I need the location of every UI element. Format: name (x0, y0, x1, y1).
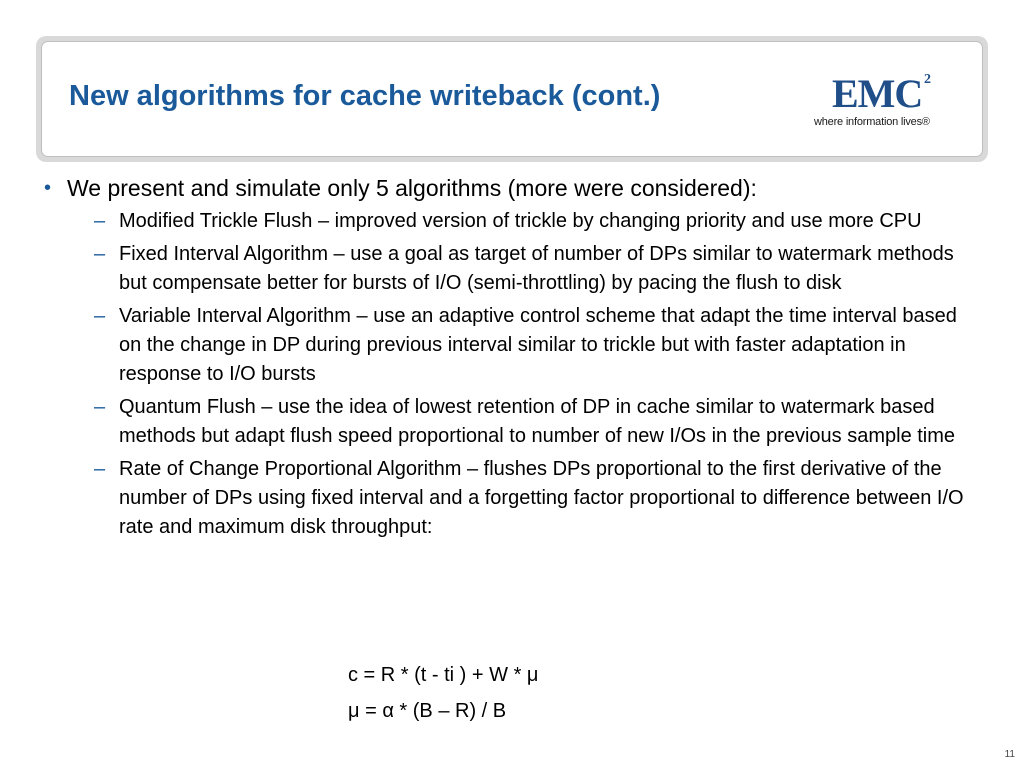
sub-bullet-variable-interval (44, 302, 974, 389)
formula-mu: μ = α * (B – R) / B (348, 700, 507, 722)
formula-c: c = R * (t - ti ) + W * μ (348, 664, 539, 686)
sub-bullet-text: Variable Interval Algorithm – use an adaptive control scheme that adapt the time interval based on the change in DP during previous interval similar to trickle but with faster adaptation in response to I/O bursts (119, 305, 957, 385)
slide-content (44, 173, 974, 546)
dash-icon: – (94, 458, 106, 480)
logo-mark: EMC (832, 71, 923, 116)
dash-icon: – (94, 305, 106, 327)
main-bullet-text: We present and simulate only 5 algorithms (more were considered): (67, 175, 757, 201)
logo-tagline: where information lives® (814, 116, 930, 128)
dash-icon: – (94, 396, 106, 418)
emc-logo (780, 71, 945, 128)
dash-icon: – (94, 243, 106, 265)
sub-bullet-rate-of-change (44, 455, 974, 542)
sub-bullet-text: Fixed Interval Algorithm – use a goal as target of number of DPs similar to watermark methods but compensate better for bursts of I/O (semi-throttling) by pacing the flush to disk (119, 243, 954, 294)
sub-bullet-text: Modified Trickle Flush – improved version of trickle by changing priority and use more CPU (119, 210, 922, 232)
slide-title: New algorithms for cache writeback (cont.) (69, 80, 661, 112)
sub-bullet-fixed-interval (44, 240, 974, 298)
bullet-icon: • (44, 177, 52, 199)
sub-bullet-text: Rate of Change Proportional Algorithm – flushes DPs proportional to the first derivative of the number of DPs using fixed interval and a forgetting factor proportional to difference between I/O rate and maximum disk throughput: (119, 458, 964, 538)
sub-bullet-quantum-flush (44, 393, 974, 451)
sub-bullet-list (44, 207, 974, 542)
main-bullet (44, 173, 974, 203)
sub-bullet-text: Quantum Flush – use the idea of lowest retention of DP in cache similar to watermark based methods but adapt flush speed proportional to number of new I/Os in the previous sample time (119, 396, 956, 447)
slide-number: 11 (1004, 749, 1015, 760)
sub-bullet-modified-trickle (44, 207, 974, 236)
dash-icon: – (94, 210, 106, 232)
logo-superscript: 2 (924, 72, 931, 87)
